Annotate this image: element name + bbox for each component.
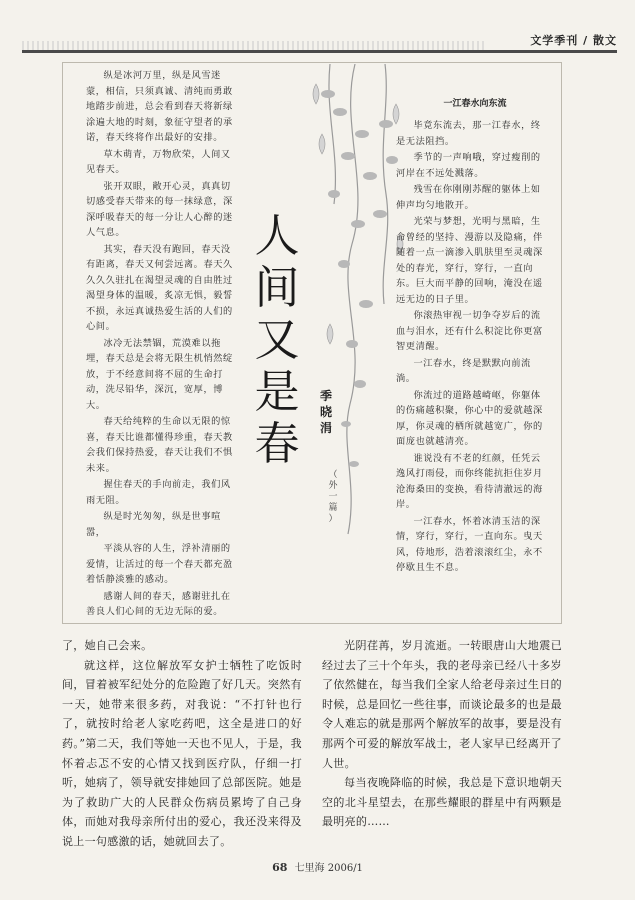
note-char: 篇 [328,503,338,513]
poem-right-para-8: 谁说没有不老的红颜，任凭云逸风打雨侵，而你终能抗拒住岁月沧海桑田的变换，看待清澈远的海岸。 [396,452,543,510]
note-char: 外 [328,481,338,491]
poem-right-para-4: 光荣与梦想，光明与黑暗，生命曾经的坚持、漫游以及隐痛，伴随着一点一滴渗入肌肤里至灵魂深处的春光，穿行，穿行，一直向东。巨大而平静的回响，淹没在遥远无边的日子里。 [396,216,543,305]
magazine-issue: 七里海 2006/1 [294,863,363,874]
title-char: 是 [254,365,300,418]
body-left-para-2: 就这样，这位解放军女护士牺牲了吃饭时间，冒着被军纪处分的危险跑了好几天。突然有一天，她带来很多药，对我说：“不打针也行了，就按时给老人家吃药吧，这全是进口的好药。”第二天，我们等她一天也不见人，于是，我怀着忐忑不安的心情又找到医疗队，仔细一打听，她病了，领导就安排她回了总部医院。她是为了救助广大的人民群众伤病员累垮了自己身体，而她对我母亲所付出的爱心，我还没来得及说上一句感激的话，她就回去了。 [62,658,302,848]
poem-left-para-10: 感谢人间的春天，感谢驻扎在善良人们心间的无边无际的爱。 [86,590,231,617]
poem-subtitle: 一江春水向东流 [443,99,507,109]
poem-right-para-7: 你流过的道路越崎岖，你躯体的伤痛越积聚，你心中的爱就越深厚，你灵魂的栖所就越宽广，你的面庞也就越清亮。 [396,389,543,447]
poem-left-column [86,68,236,621]
article-title [245,210,309,470]
author-char: 涓 [319,421,332,435]
poem-left-para-7: 握住春天的手向前走，我们风雨无阻。 [86,479,231,506]
poem-left-para-1: 纵是冰河万里，纵是风雪迷蒙，相信，只须真诚、清纯而勇敢地踏步前进，总会看到春天将新绿涂遍大地的时刻，象征守望者的承诺，春天终将作出最好的安排。 [86,70,233,143]
poem-left-para-5: 冰冷无法禁锢，荒漠难以拖埋，春天总是会将无限生机悄然绽放，于不经意间将不屈的生命打动，洗尽铅华，深沉，宽厚，博大。 [86,337,233,411]
wisteria-illustration [300,64,410,584]
page-footer [0,859,635,874]
poem-right-column [396,118,546,577]
body-right-column [322,636,562,832]
poem-right-para-2: 季节的一声响哦，穿过瘦削的河岸在不远处溅落。 [396,152,541,179]
poem-left-para-4: 其实，春天没有跑回，春天没有距离，春天又何尝远离。春天久久久久驻扎在渴望灵魂的自由胜过渴望身体的温暖，炙凉无惧，毅誓不损，永远真诚热爱生活的人们的心间。 [86,243,233,332]
header-band [22,32,617,53]
title-char: 又 [254,313,300,366]
poem-right-para-6: 一江春水，终是默默向前流淌。 [396,357,531,384]
author-char: 季 [319,389,332,403]
poem-right-para-3: 残雪在你刚刚苏醒的躯体上如伸声均匀地散开。 [396,184,541,211]
note-char: （ [328,470,338,480]
section-label: 文学季刊 / 散文 [530,34,617,47]
header-pattern [22,41,486,50]
body-right-para-2: 每当夜晚降临的时候，我总是下意识地朝天空的北斗星望去，在那些耀眼的群星中有两颗是最明亮的…… [322,776,562,829]
page-number: 68 [272,861,288,874]
body-right-para-1: 光阴荏苒，岁月流逝。一转眼唐山大地震已经过去了三十个年头，我的老母亲已经八十多岁了依然健在，每当我们全家人给老母亲过生日的时候，总是回忆一些往事，而谈论最多的也是最令人难忘的就是那两个解放军的故事，要是没有那两个可爱的解放军战士，老人家早已经离开了人世。 [322,639,562,770]
body-left-column [62,636,302,852]
poem-left-para-9: 平淡从容的人生，浮补清丽的爱情，让活过的每一个春天都充盈着恬静淡雅的感动。 [86,543,233,585]
title-char: 人 [254,209,300,262]
extra-piece-note [326,470,340,525]
poem-right-para-9: 一江春水，怀着冰清玉洁的深情，穿行，穿行，一直向东。曳天风，侍地形，浩着滚滚红尘，永不停歇且生不息。 [396,515,543,573]
poem-left-para-3: 张开双眼，敞开心灵，真真切切感受春天带来的每一抹绿意，深深呼吸春天的每一分让人心醉的迷人气息。 [86,180,233,238]
poem-right-para-5: 你滚热审视一切争夺岁后的流血与泪水，还有什么积淀比你更富智更清醒。 [396,310,543,352]
author-name [318,388,334,436]
poem-left-para-8: 纵是时光匆匆，纵是世事喧嚣， [86,511,221,538]
poem-left-para-6: 春天给纯粹的生命以无限的惊喜，春天比谁都懂得珍重，春天教会我们保持热爱，春天让我们不惧未来。 [86,416,233,474]
author-char: 晓 [319,405,332,419]
title-char: 春 [254,417,300,470]
title-char: 间 [254,261,300,314]
body-left-para-1: 了，她自己会来。 [62,639,153,652]
poem-right-para-1: 毕竟东流去，那一江春水，终是无法阻挡。 [396,120,541,147]
note-char: ） [328,514,338,524]
poem-left-para-2: 草木萌青，万物欣荣，人间又见春天。 [86,148,231,175]
note-char: 一 [328,492,338,502]
